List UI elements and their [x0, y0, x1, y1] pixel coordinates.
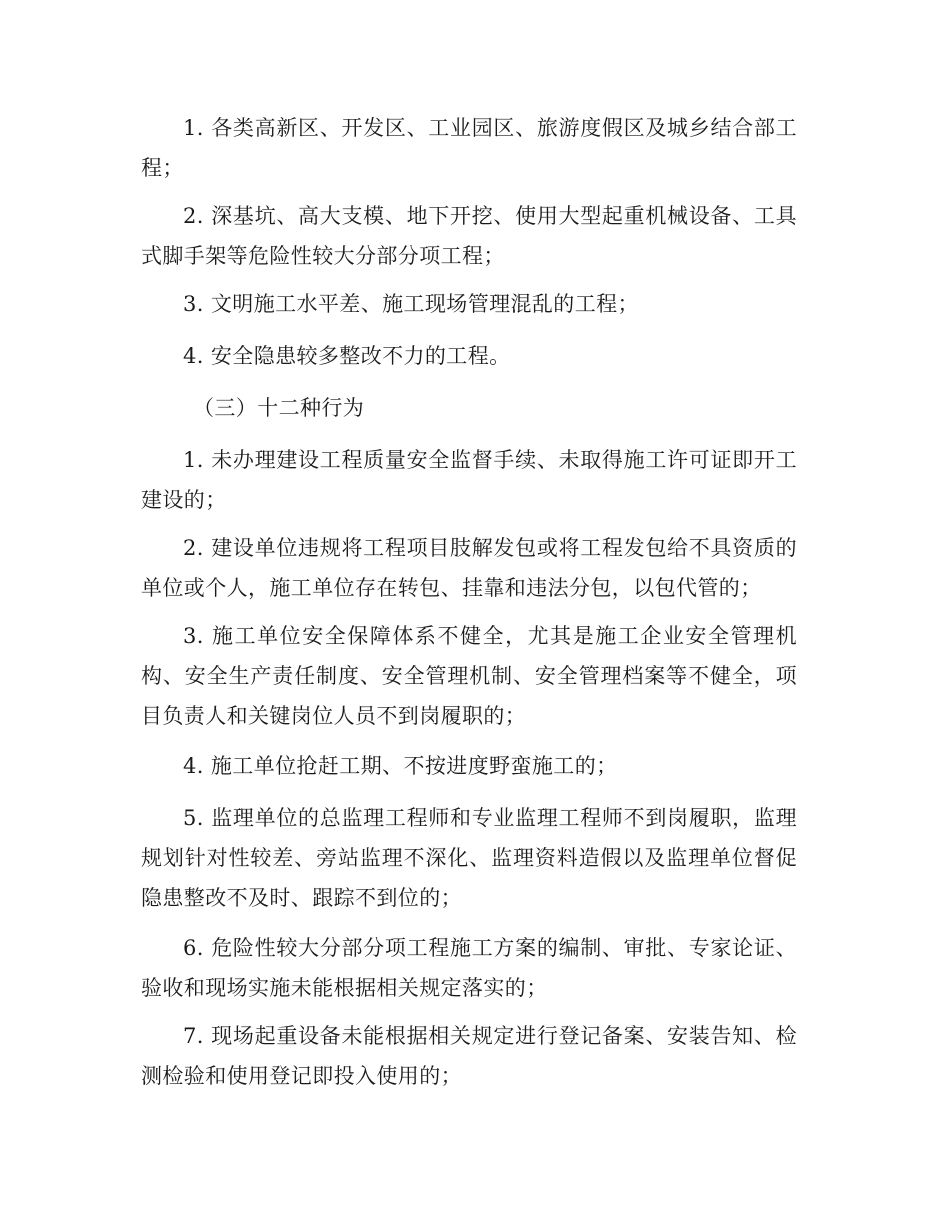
section-heading: （三）十二种行为 [193, 396, 365, 420]
list-item: 2. 建设单位违规将工程项目肢解发包或将工程发包给不具资质的单位或个人，施工单位存在转包、挂靠和违法分包，以包代管的； [141, 536, 797, 600]
list-item: 4. 安全隐患较多整改不力的工程。 [183, 344, 511, 368]
list-item: 6. 危险性较大分部分项工程施工方案的编制、审批、专家论证、验收和现场实施未能根据相关规定落实的； [141, 936, 797, 1000]
list-item: 5. 监理单位的总监理工程师和专业监理工程师不到岗履职，监理规划针对性较差、旁站监理不深化、监理资料造假以及监理单位督促隐患整改不及时、跟踪不到位的； [141, 806, 797, 910]
list-item: 7. 现场起重设备未能根据相关规定进行登记备案、安装告知、检测检验和使用登记即投入使用的； [141, 1024, 797, 1088]
list-item: 1. 各类高新区、开发区、工业园区、旅游度假区及城乡结合部工程； [141, 116, 797, 180]
list-item: 3. 文明施工水平差、施工现场管理混乱的工程； [183, 292, 639, 316]
list-item: 4. 施工单位抢赶工期、不按进度野蛮施工的； [183, 754, 618, 778]
list-item: 1. 未办理建设工程质量安全监督手续、未取得施工许可证即开工建设的； [141, 448, 797, 512]
list-item: 2. 深基坑、高大支模、地下开挖、使用大型起重机械设备、工具式脚手架等危险性较大分部分项工程； [141, 204, 797, 268]
list-item: 3. 施工单位安全保障体系不健全，尤其是施工企业安全管理机构、安全生产责任制度、安全管理机制、安全管理档案等不健全，项目负责人和关键岗位人员不到岗履职的； [141, 624, 797, 728]
